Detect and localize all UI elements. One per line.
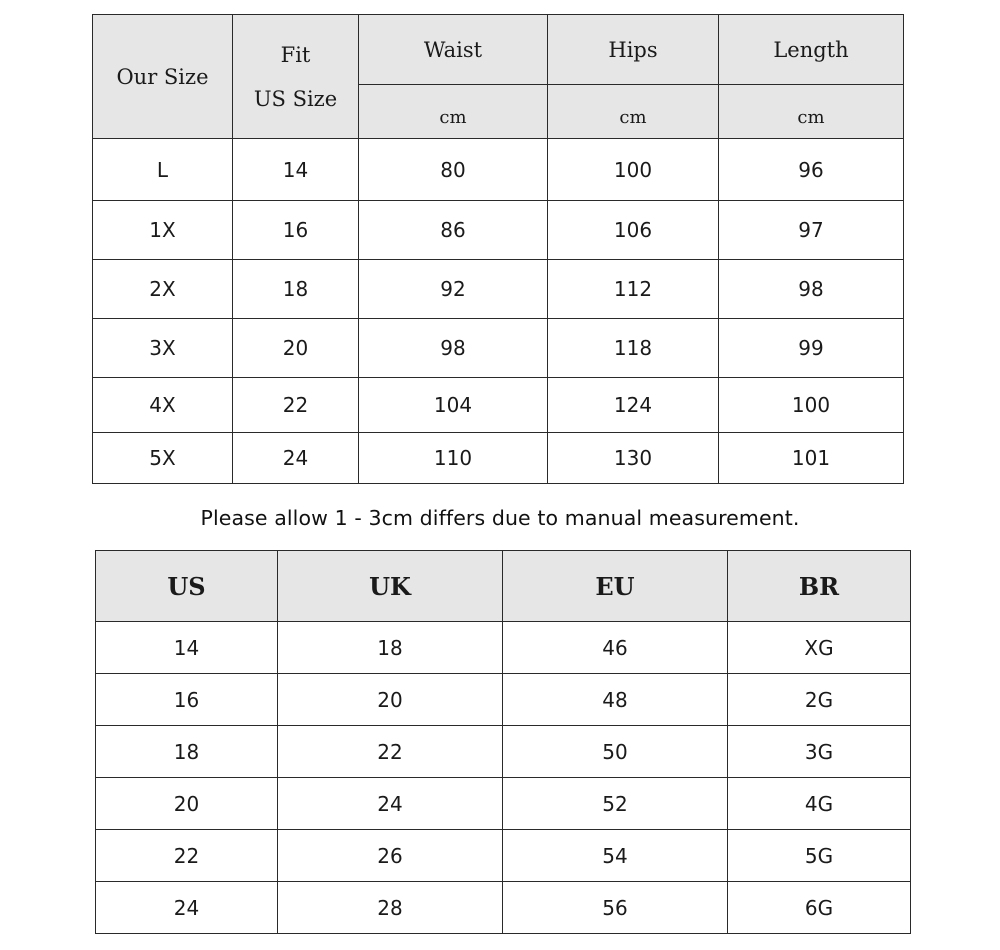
- cell-br: 4G: [728, 778, 911, 830]
- table-row: [96, 882, 911, 934]
- header-us: US: [96, 551, 278, 622]
- cell-uk: 26: [278, 830, 503, 882]
- cell-our-size: 1X: [93, 201, 233, 260]
- header-fit-label: Fit: [280, 42, 311, 67]
- cell-hips: 124: [548, 378, 719, 433]
- table-row: [96, 778, 911, 830]
- cell-br: 5G: [728, 830, 911, 882]
- cell-br: XG: [728, 622, 911, 674]
- table-row: [93, 378, 904, 433]
- cell-eu: 52: [503, 778, 728, 830]
- table-row: [96, 622, 911, 674]
- size-conversion-table: [95, 550, 911, 934]
- cell-us-size: 18: [233, 260, 359, 319]
- cell-uk: 28: [278, 882, 503, 934]
- cell-uk: 18: [278, 622, 503, 674]
- cell-hips: 130: [548, 433, 719, 484]
- cell-hips: 100: [548, 139, 719, 201]
- cell-length: 98: [719, 260, 904, 319]
- cell-uk: 20: [278, 674, 503, 726]
- cell-length: 100: [719, 378, 904, 433]
- header-br: BR: [728, 551, 911, 622]
- cell-uk: 24: [278, 778, 503, 830]
- cell-br: 6G: [728, 882, 911, 934]
- header-waist: Waist: [359, 15, 548, 85]
- table-row: [93, 433, 904, 484]
- size-chart-table: [92, 14, 904, 484]
- cell-us-size: 14: [233, 139, 359, 201]
- cell-our-size: L: [93, 139, 233, 201]
- header-us-size-label: US Size: [253, 86, 338, 111]
- cell-our-size: 3X: [93, 319, 233, 378]
- cell-hips: 112: [548, 260, 719, 319]
- cell-eu: 54: [503, 830, 728, 882]
- cell-eu: 56: [503, 882, 728, 934]
- header-length: Length: [719, 15, 904, 85]
- header-eu: EU: [503, 551, 728, 622]
- cell-length: 99: [719, 319, 904, 378]
- cell-waist: 92: [359, 260, 548, 319]
- cell-waist: 104: [359, 378, 548, 433]
- cell-us-size: 16: [233, 201, 359, 260]
- header-our-size: Our Size: [93, 15, 233, 139]
- cell-eu: 50: [503, 726, 728, 778]
- table-row: [93, 139, 904, 201]
- table-row: [96, 674, 911, 726]
- cell-uk: 22: [278, 726, 503, 778]
- cell-our-size: 5X: [93, 433, 233, 484]
- cell-us: 24: [96, 882, 278, 934]
- table-row: [93, 319, 904, 378]
- cell-our-size: 4X: [93, 378, 233, 433]
- cell-us: 18: [96, 726, 278, 778]
- header-uk: UK: [278, 551, 503, 622]
- header-waist-unit: cm: [359, 85, 548, 139]
- cell-us: 20: [96, 778, 278, 830]
- cell-waist: 110: [359, 433, 548, 484]
- cell-waist: 80: [359, 139, 548, 201]
- cell-length: 97: [719, 201, 904, 260]
- cell-us: 14: [96, 622, 278, 674]
- cell-eu: 48: [503, 674, 728, 726]
- cell-waist: 86: [359, 201, 548, 260]
- cell-length: 96: [719, 139, 904, 201]
- table-row: [96, 830, 911, 882]
- table-row: [93, 201, 904, 260]
- cell-hips: 118: [548, 319, 719, 378]
- cell-waist: 98: [359, 319, 548, 378]
- measurement-note: Please allow 1 - 3cm differs due to manual measurement.: [200, 506, 800, 530]
- cell-eu: 46: [503, 622, 728, 674]
- header-length-unit: cm: [719, 85, 904, 139]
- cell-our-size: 2X: [93, 260, 233, 319]
- table-row: [93, 260, 904, 319]
- cell-br: 2G: [728, 674, 911, 726]
- cell-us-size: 22: [233, 378, 359, 433]
- header-hips-unit: cm: [548, 85, 719, 139]
- cell-br: 3G: [728, 726, 911, 778]
- cell-us-size: 20: [233, 319, 359, 378]
- header-hips: Hips: [548, 15, 719, 85]
- cell-us: 16: [96, 674, 278, 726]
- cell-us: 22: [96, 830, 278, 882]
- cell-us-size: 24: [233, 433, 359, 484]
- cell-length: 101: [719, 433, 904, 484]
- cell-hips: 106: [548, 201, 719, 260]
- header-fit-us-size: [233, 15, 359, 139]
- table-row: [96, 726, 911, 778]
